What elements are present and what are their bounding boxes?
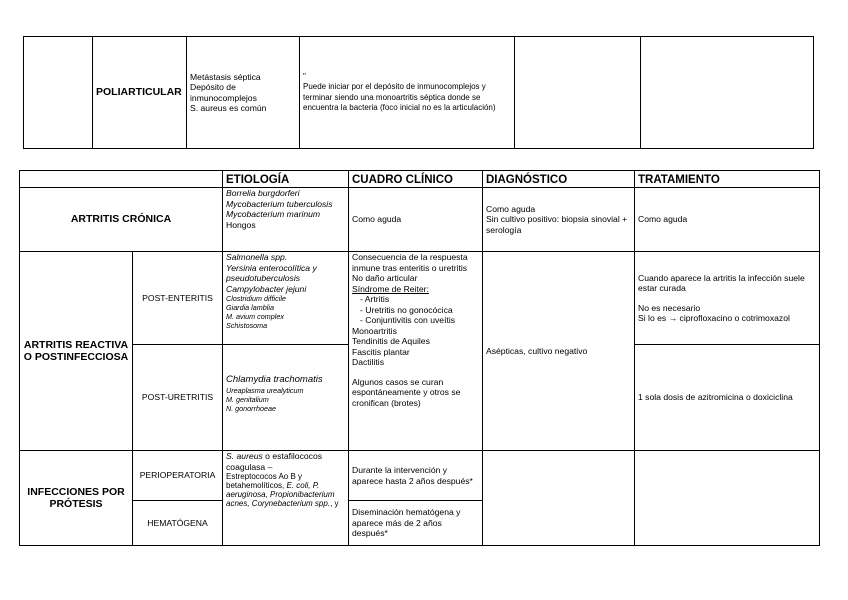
organism: Giardia lamblia bbox=[226, 303, 274, 312]
diagnostico-line: Como aguda bbox=[486, 203, 536, 214]
cuadro-casos: Algunos casos se curan espontáneamente y otros se cronifican (brotes) bbox=[352, 376, 461, 408]
etiologia-text: o estafilococos coagulasa – bbox=[226, 451, 323, 472]
row-label-poliarticular: POLIARTICULAR bbox=[93, 37, 187, 149]
reiter-bullet: - Artritis bbox=[360, 294, 390, 304]
tratamiento-line: No es necesario bbox=[638, 302, 701, 313]
header-empty bbox=[20, 171, 223, 188]
organism: Ureaplasma urealyticum bbox=[226, 385, 304, 395]
reiter-bullet: - Conjuntivitis con uveítis bbox=[360, 315, 456, 325]
hematogena-cuadro: Diseminación hematógena y aparece más de 2 años después* bbox=[349, 501, 483, 546]
perioperatoria-cuadro: Durante la intervención y aparece hasta 2 años después* bbox=[349, 451, 483, 501]
post-enteritis-tratamiento bbox=[635, 252, 820, 345]
organism: Salmonella spp. bbox=[226, 252, 288, 262]
protesis-etiologia bbox=[223, 451, 349, 546]
tratamiento-line: Cuando aparece la artritis la infección suele estar curada bbox=[638, 272, 805, 293]
cronica-diagnostico bbox=[483, 188, 635, 252]
cuadro-no-dano: No daño articular bbox=[352, 273, 418, 283]
reiter-bullet: - Uretritis no gonocócica bbox=[360, 304, 453, 315]
organism: Campylobacter jejuni bbox=[226, 283, 307, 294]
organism: Schistosoma bbox=[226, 321, 268, 330]
row-label-artritis-reactiva: ARTRITIS REACTIVA O POSTINFECCIOSA bbox=[20, 252, 133, 451]
cronica-tratamiento: Como aguda bbox=[635, 188, 820, 252]
poliarticular-cuadro bbox=[300, 37, 515, 149]
cuadro-line: Dactilitis bbox=[352, 357, 384, 367]
organism: M. genitalium bbox=[226, 394, 269, 404]
cronica-etiologia bbox=[223, 188, 349, 252]
header-tratamiento: TRATAMIENTO bbox=[635, 171, 820, 188]
organism: Yersinia enterocolítica y pseudotuberculosis bbox=[226, 262, 317, 283]
cuadro-line: Tendinitis de Aquiles bbox=[352, 336, 430, 346]
organism: Chlamydia trachomatis bbox=[226, 374, 323, 385]
cronica-cuadro: Como aguda bbox=[349, 188, 483, 252]
post-enteritis-etiologia bbox=[223, 252, 349, 345]
etiologia-line: S. aureus es común bbox=[190, 103, 267, 113]
spacer bbox=[638, 294, 816, 303]
tratamiento-line: Si lo es → ciprofloxacino o cotrimoxazol bbox=[638, 313, 790, 323]
etiologia-staph bbox=[226, 451, 345, 472]
organism: E. coli, P. aeruginosa, Propionibacterium acnes, Corynebacterium spp. bbox=[226, 481, 335, 508]
organism: Borrelia burgdorferi bbox=[226, 188, 300, 198]
protesis-tratamiento bbox=[635, 451, 820, 546]
reactiva-cuadro bbox=[349, 252, 483, 451]
organism: Mycobacterium marinum bbox=[226, 209, 321, 219]
label-perioperatoria: PERIOPERATORIA bbox=[133, 451, 223, 501]
etiologia-text: Estreptococos Ao B y betahemolíticos, bbox=[226, 472, 303, 490]
etiologia-strep bbox=[226, 472, 345, 508]
organism: Clostridium difficile bbox=[226, 294, 286, 303]
empty-cell bbox=[515, 37, 641, 149]
header-diagnostico: DIAGNÓSTICO bbox=[483, 171, 635, 188]
post-uretritis-etiologia bbox=[223, 345, 349, 451]
organism: M. avium complex bbox=[226, 312, 284, 321]
etiologia-line: Depósito de inmunocomplejos bbox=[190, 82, 257, 103]
etiologia-line: Metástasis séptica bbox=[190, 71, 261, 82]
empty-cell bbox=[641, 37, 814, 149]
cuadro-line: Fascitis plantar bbox=[352, 346, 410, 357]
row-label-artritis-cronica: ARTRITIS CRÓNICA bbox=[20, 188, 223, 252]
main-table bbox=[19, 170, 820, 546]
label-post-uretritis: POST-URETRITIS bbox=[133, 345, 223, 451]
empty-cell bbox=[24, 37, 93, 149]
cuadro-reiter: Síndrome de Reiter: bbox=[352, 283, 429, 294]
organism: Hongos bbox=[226, 219, 256, 230]
top-table bbox=[23, 36, 814, 149]
spacer bbox=[352, 368, 479, 377]
reactiva-diagnostico: Asépticas, cultivo negativo bbox=[483, 252, 635, 451]
cuadro-line: Monoartritis bbox=[352, 325, 397, 336]
protesis-diagnostico bbox=[483, 451, 635, 546]
organism: N. gonorrhoeae bbox=[226, 403, 276, 413]
header-etiologia: ETIOLOGÍA bbox=[223, 171, 349, 188]
etiologia-text: , y bbox=[330, 499, 339, 508]
organism: Mycobacterium tuberculosis bbox=[226, 198, 333, 209]
poliarticular-etiologia bbox=[187, 37, 300, 149]
ditto-mark: " bbox=[303, 71, 306, 81]
organism: S. aureus bbox=[226, 451, 263, 461]
diagnostico-line: Sin cultivo positivo: biopsia sinovial + serología bbox=[486, 214, 628, 235]
cuadro-intro: Consecuencia de la respuesta inmune tras enteritis o uretritis bbox=[352, 252, 468, 273]
header-cuadro-clinico: CUADRO CLÍNICO bbox=[349, 171, 483, 188]
label-hematogena: HEMATÓGENA bbox=[133, 501, 223, 546]
row-label-infecciones-protesis: INFECCIONES POR PRÓTESIS bbox=[20, 451, 133, 546]
label-post-enteritis: POST-ENTERITIS bbox=[133, 252, 223, 345]
post-uretritis-tratamiento: 1 sola dosis de azitromicina o doxiciclina bbox=[635, 345, 820, 451]
cuadro-text: Puede iniciar por el depósito de inmunocomplejos y terminar siendo una monoartritis séptica donde se encuentra la bacteria (foco inicial no es la articulación) bbox=[303, 82, 496, 112]
